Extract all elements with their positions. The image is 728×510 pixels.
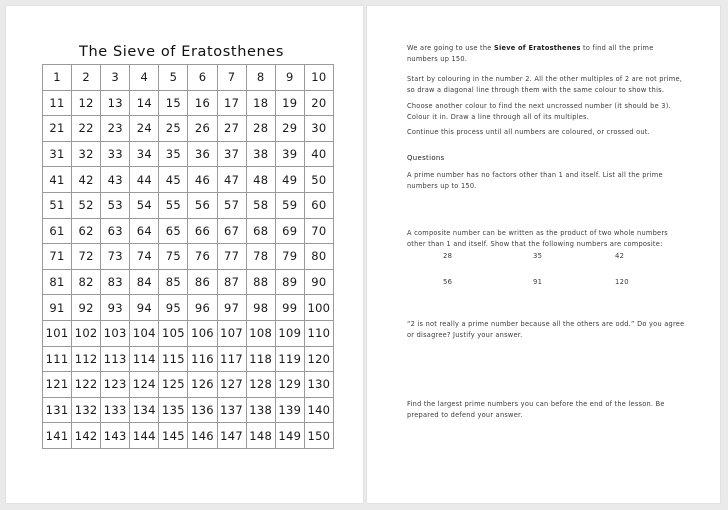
sieve-cell[interactable]: 119 (275, 346, 304, 372)
sieve-cell[interactable]: 106 (188, 320, 217, 346)
sieve-cell[interactable]: 101 (43, 320, 72, 346)
sieve-cell[interactable]: 29 (275, 116, 304, 142)
sieve-grid-row (43, 167, 334, 193)
sieve-cell[interactable]: 136 (188, 397, 217, 423)
sieve-cell[interactable]: 118 (246, 346, 275, 372)
sieve-cell[interactable]: 36 (188, 141, 217, 167)
sieve-cell[interactable]: 113 (101, 346, 130, 372)
sieve-cell[interactable]: 115 (159, 346, 188, 372)
sieve-cell[interactable]: 76 (188, 244, 217, 270)
sieve-cell[interactable]: 30 (304, 116, 333, 142)
sieve-of-eratosthenes-grid (42, 64, 334, 449)
sieve-grid-row (43, 192, 334, 218)
sieve-cell[interactable]: 121 (43, 372, 72, 398)
sieve-cell[interactable]: 149 (275, 423, 304, 449)
composite-numbers-list (407, 252, 697, 304)
sieve-cell[interactable]: 104 (130, 320, 159, 346)
sieve-cell[interactable]: 54 (130, 192, 159, 218)
sieve-cell[interactable]: 20 (304, 90, 333, 116)
composite-number: 35 (533, 252, 543, 260)
sieve-cell[interactable]: 139 (275, 397, 304, 423)
sieve-cell[interactable]: 17 (217, 90, 246, 116)
sieve-cell[interactable]: 34 (130, 141, 159, 167)
sieve-cell[interactable]: 31 (43, 141, 72, 167)
sieve-cell[interactable]: 87 (217, 269, 246, 295)
sieve-cell[interactable]: 98 (246, 295, 275, 321)
sieve-cell[interactable]: 109 (275, 320, 304, 346)
sieve-cell[interactable]: 73 (101, 244, 130, 270)
sieve-cell[interactable]: 18 (246, 90, 275, 116)
composite-number: 56 (443, 278, 453, 286)
sieve-cell[interactable]: 148 (246, 423, 275, 449)
sieve-cell[interactable]: 112 (72, 346, 101, 372)
composite-number: 91 (533, 278, 543, 286)
sieve-cell[interactable]: 77 (217, 244, 246, 270)
sieve-cell[interactable]: 126 (188, 372, 217, 398)
sieve-cell[interactable]: 96 (188, 295, 217, 321)
sieve-cell[interactable]: 40 (304, 141, 333, 167)
sieve-cell[interactable]: 142 (72, 423, 101, 449)
sieve-cell[interactable]: 125 (159, 372, 188, 398)
sieve-cell[interactable]: 88 (246, 269, 275, 295)
sieve-cell[interactable]: 26 (188, 116, 217, 142)
composite-number-row (407, 278, 697, 304)
sieve-cell[interactable]: 52 (72, 192, 101, 218)
sieve-cell[interactable]: 19 (275, 90, 304, 116)
sieve-cell[interactable]: 48 (246, 167, 275, 193)
sieve-cell[interactable]: 81 (43, 269, 72, 295)
sieve-cell[interactable]: 38 (246, 141, 275, 167)
sieve-cell[interactable]: 27 (217, 116, 246, 142)
sieve-cell[interactable]: 71 (43, 244, 72, 270)
sieve-cell[interactable]: 92 (72, 295, 101, 321)
sieve-cell[interactable]: 53 (101, 192, 130, 218)
sieve-cell[interactable]: 10 (304, 65, 333, 91)
sieve-cell[interactable]: 55 (159, 192, 188, 218)
sieve-cell[interactable]: 57 (217, 192, 246, 218)
sieve-cell[interactable]: 65 (159, 218, 188, 244)
worksheet-page-right (367, 6, 720, 503)
sieve-cell[interactable]: 37 (217, 141, 246, 167)
sieve-cell[interactable]: 63 (101, 218, 130, 244)
composite-number-row (407, 252, 697, 278)
sieve-cell[interactable]: 132 (72, 397, 101, 423)
question-three-text: “2 is not really a prime number because all the others are odd.” Do you agree or disagree? Justify your answer. (407, 320, 685, 340)
sieve-cell[interactable]: 78 (246, 244, 275, 270)
sieve-cell[interactable]: 123 (101, 372, 130, 398)
sieve-cell[interactable]: 44 (130, 167, 159, 193)
sieve-cell[interactable]: 64 (130, 218, 159, 244)
step-two-paragraph: Choose another colour to find the next uncrossed number (it should be 3). Colour it in. Draw a line through all of its multiples. (407, 102, 671, 122)
step-one-paragraph: Start by colouring in the number 2. All the other multiples of 2 are not prime, so draw a diagonal line through them with the same colour to show this. (407, 75, 683, 95)
sieve-cell[interactable]: 3 (101, 65, 130, 91)
composite-number: 28 (443, 252, 453, 260)
sieve-cell[interactable]: 32 (72, 141, 101, 167)
sieve-cell[interactable]: 39 (275, 141, 304, 167)
sieve-cell[interactable]: 24 (130, 116, 159, 142)
sieve-cell[interactable]: 75 (159, 244, 188, 270)
sieve-cell[interactable]: 117 (217, 346, 246, 372)
sieve-cell[interactable]: 46 (188, 167, 217, 193)
sieve-cell[interactable]: 114 (130, 346, 159, 372)
sieve-cell[interactable]: 146 (188, 423, 217, 449)
sieve-cell[interactable]: 58 (246, 192, 275, 218)
sieve-cell[interactable]: 129 (275, 372, 304, 398)
sieve-cell[interactable]: 143 (101, 423, 130, 449)
sieve-grid-row (43, 90, 334, 116)
sieve-cell[interactable]: 128 (246, 372, 275, 398)
sieve-cell[interactable]: 111 (43, 346, 72, 372)
sieve-cell[interactable]: 69 (275, 218, 304, 244)
sieve-cell[interactable]: 14 (130, 90, 159, 116)
sieve-cell[interactable]: 1 (43, 65, 72, 91)
sieve-term-bold: Sieve of Eratosthenes (493, 44, 581, 52)
sieve-cell[interactable]: 84 (130, 269, 159, 295)
sieve-cell[interactable]: 5 (159, 65, 188, 91)
sieve-cell[interactable]: 62 (72, 218, 101, 244)
sieve-cell[interactable]: 11 (43, 90, 72, 116)
sieve-cell[interactable]: 51 (43, 192, 72, 218)
sieve-grid-row (43, 372, 334, 398)
sieve-cell[interactable]: 90 (304, 269, 333, 295)
sieve-cell[interactable]: 8 (246, 65, 275, 91)
sieve-grid-row (43, 423, 334, 449)
worksheet-page-left (6, 6, 363, 503)
sieve-cell[interactable]: 134 (130, 397, 159, 423)
sieve-cell[interactable]: 41 (43, 167, 72, 193)
sieve-cell[interactable]: 28 (246, 116, 275, 142)
intro-text-before: We are going to use the (407, 44, 494, 52)
sieve-cell[interactable]: 144 (130, 423, 159, 449)
step-three-paragraph: Continue this process until all numbers are coloured, or crossed out. (407, 128, 650, 136)
sieve-cell[interactable]: 94 (130, 295, 159, 321)
sieve-cell[interactable]: 91 (43, 295, 72, 321)
sieve-cell[interactable]: 107 (217, 320, 246, 346)
sieve-cell[interactable]: 16 (188, 90, 217, 116)
sieve-cell[interactable]: 45 (159, 167, 188, 193)
sieve-cell[interactable]: 85 (159, 269, 188, 295)
sieve-cell[interactable]: 116 (188, 346, 217, 372)
questions-heading: Questions (407, 154, 445, 162)
page-title: The Sieve of Eratosthenes (78, 44, 284, 60)
sieve-cell[interactable]: 67 (217, 218, 246, 244)
sieve-grid-row (43, 346, 334, 372)
sieve-cell[interactable]: 93 (101, 295, 130, 321)
sieve-grid-row (43, 397, 334, 423)
sieve-cell[interactable]: 141 (43, 423, 72, 449)
sieve-grid-body (43, 65, 334, 449)
sieve-cell[interactable]: 79 (275, 244, 304, 270)
sieve-cell[interactable]: 22 (72, 116, 101, 142)
sieve-grid-row (43, 65, 334, 91)
sieve-cell[interactable]: 61 (43, 218, 72, 244)
sieve-grid-row (43, 320, 334, 346)
sieve-cell[interactable]: 70 (304, 218, 333, 244)
sieve-cell[interactable]: 4 (130, 65, 159, 91)
sieve-cell[interactable]: 15 (159, 90, 188, 116)
sieve-cell[interactable]: 80 (304, 244, 333, 270)
sieve-cell[interactable]: 137 (217, 397, 246, 423)
sieve-cell[interactable]: 100 (304, 295, 333, 321)
sieve-cell[interactable]: 74 (130, 244, 159, 270)
sieve-cell[interactable]: 6 (188, 65, 217, 91)
sieve-cell[interactable]: 138 (246, 397, 275, 423)
sieve-cell[interactable]: 47 (217, 167, 246, 193)
sieve-cell[interactable]: 7 (217, 65, 246, 91)
sieve-grid-row (43, 218, 334, 244)
composite-number: 42 (615, 252, 625, 260)
sieve-cell[interactable]: 103 (101, 320, 130, 346)
sieve-cell[interactable]: 43 (101, 167, 130, 193)
sieve-grid-row (43, 244, 334, 270)
sieve-cell[interactable]: 13 (101, 90, 130, 116)
sieve-cell[interactable]: 105 (159, 320, 188, 346)
sieve-cell[interactable]: 99 (275, 295, 304, 321)
question-one-text: A prime number has no factors other than 1 and itself. List all the prime numbers up to 150. (407, 171, 663, 191)
sieve-cell[interactable]: 2 (72, 65, 101, 91)
sieve-cell[interactable]: 130 (304, 372, 333, 398)
sieve-cell[interactable]: 120 (304, 346, 333, 372)
sieve-grid-row (43, 269, 334, 295)
sieve-cell[interactable]: 135 (159, 397, 188, 423)
sieve-cell[interactable]: 50 (304, 167, 333, 193)
question-two-text: A composite number can be written as the product of two whole numbers other than 1 and itself. Show that the following numbers are composite: (407, 229, 668, 249)
question-four-text: Find the largest prime numbers you can before the end of the lesson. Be prepared to defend your answer. (407, 400, 665, 420)
sieve-cell[interactable]: 59 (275, 192, 304, 218)
sieve-cell[interactable]: 82 (72, 269, 101, 295)
sieve-cell[interactable]: 23 (101, 116, 130, 142)
sieve-cell[interactable]: 66 (188, 218, 217, 244)
sieve-cell[interactable]: 56 (188, 192, 217, 218)
sieve-cell[interactable]: 21 (43, 116, 72, 142)
sieve-cell[interactable]: 145 (159, 423, 188, 449)
sieve-cell[interactable]: 49 (275, 167, 304, 193)
sieve-cell[interactable]: 97 (217, 295, 246, 321)
sieve-cell[interactable]: 133 (101, 397, 130, 423)
sieve-cell[interactable]: 86 (188, 269, 217, 295)
sieve-cell[interactable]: 150 (304, 423, 333, 449)
intro-paragraph (407, 43, 686, 66)
sieve-cell[interactable]: 72 (72, 244, 101, 270)
sieve-cell[interactable]: 131 (43, 397, 72, 423)
sieve-cell[interactable]: 35 (159, 141, 188, 167)
sieve-cell[interactable]: 140 (304, 397, 333, 423)
composite-number: 120 (615, 278, 629, 286)
sieve-cell[interactable]: 9 (275, 65, 304, 91)
sieve-grid-row (43, 116, 334, 142)
sieve-cell[interactable]: 60 (304, 192, 333, 218)
sieve-cell[interactable]: 12 (72, 90, 101, 116)
sieve-cell[interactable]: 83 (101, 269, 130, 295)
sieve-cell[interactable]: 127 (217, 372, 246, 398)
sieve-cell[interactable]: 108 (246, 320, 275, 346)
sieve-cell[interactable]: 33 (101, 141, 130, 167)
sieve-cell[interactable]: 68 (246, 218, 275, 244)
sieve-cell[interactable]: 124 (130, 372, 159, 398)
sieve-cell[interactable]: 122 (72, 372, 101, 398)
sieve-grid-row (43, 141, 334, 167)
intro-text-after: to find all the prime numbers up 150. (407, 44, 654, 64)
sieve-cell[interactable]: 147 (217, 423, 246, 449)
sieve-cell[interactable]: 95 (159, 295, 188, 321)
sieve-cell[interactable]: 89 (275, 269, 304, 295)
sieve-grid-row (43, 295, 334, 321)
sieve-cell[interactable]: 42 (72, 167, 101, 193)
sieve-cell[interactable]: 102 (72, 320, 101, 346)
sieve-cell[interactable]: 110 (304, 320, 333, 346)
sieve-cell[interactable]: 25 (159, 116, 188, 142)
